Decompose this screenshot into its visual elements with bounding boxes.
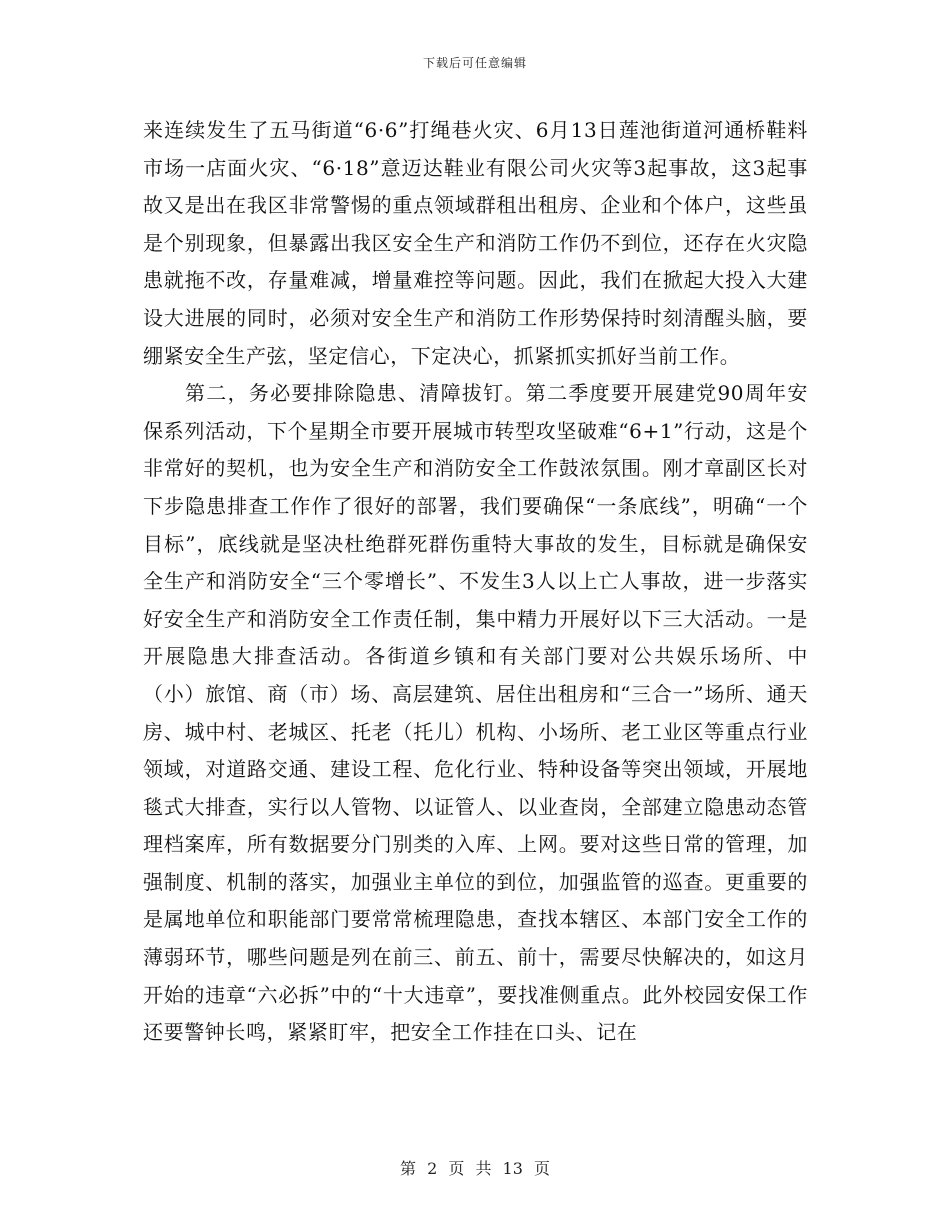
page-header-note: 下载后可任意编辑	[422, 56, 527, 70]
body-paragraph-second: 第二，务必要排除隐患、清障拔钉。第二季度要开展建党90周年安保系列活动，下个星期全市要开展城市转型攻坚破难“6+1”行动，这是个非常好的契机，也为安全生产和消防安全工作鼓浓氛围。刚才章副区长对下步隐患排查工作作了很好的部署，我们要确保“一条底线”，明确“一个目标”，底线就是坚决杜绝群死群伤重特大事故的发生，目标就是确保安全生产和消防安全“三个零增长”、不发生3人以上亡人事故，进一步落实好安全生产和消防安全工作责任制，集中精力开展好以下三大活动。一是开展隐患大排查活动。各街道乡镇和有关部门要对公共娱乐场所、中（小）旅馆、商（市）场、高层建筑、居住出租房和“三合一”场所、通天房、城中村、老城区、托老（托儿）机构、小场所、老工业区等重点行业领域，对道路交通、建设工程、危化行业、特种设备等突出领域，开展地毯式大排查，实行以人管物、以证管人、以业查岗，全部建立隐患动态管理档案库，所有数据要分门别类的入库、上网。要对这些日常的管理，加强制度、机制的落实，加强业主单位的到位，加强监管的巡查。更重要的是属地单位和职能部门要常常梳理隐患，查找本辖区、本部门安全工作的薄弱环节，哪些问题是列在前三、前五、前十，需要尽快解决的，如这月开始的违章“六必拆”中的“十大违章”，要找准侧重点。此外校园安保工作还要警钟长鸣，紧紧盯牢，把安全工作挂在口头、记在	[143, 381, 808, 1045]
page-number-footer: 第 2 页 共 13 页	[400, 1159, 550, 1178]
body-paragraph-continued: 来连续发生了五马街道“6·6”打绳巷火灾、6月13日莲池街道河通桥鞋料市场一店面火灾、“6·18”意迈达鞋业有限公司火灾等3起事故，这3起事故又是出在我区非常警惕的重点领域群租出租房、企业和个体户，这些虽是个别现象，但暴露出我区安全生产和消防工作仍不到位，还存在火灾隐患就拖不改，存量难减，增量难控等问题。因此，我们在掀起大投入大建设大进展的同时，必须对安全生产和消防工作形势保持时刻清醒头脑，要绷紧安全生产弦，坚定信心，下定决心，抓紧抓实抓好当前工作。	[143, 118, 808, 368]
document-body	[143, 112, 808, 1052]
